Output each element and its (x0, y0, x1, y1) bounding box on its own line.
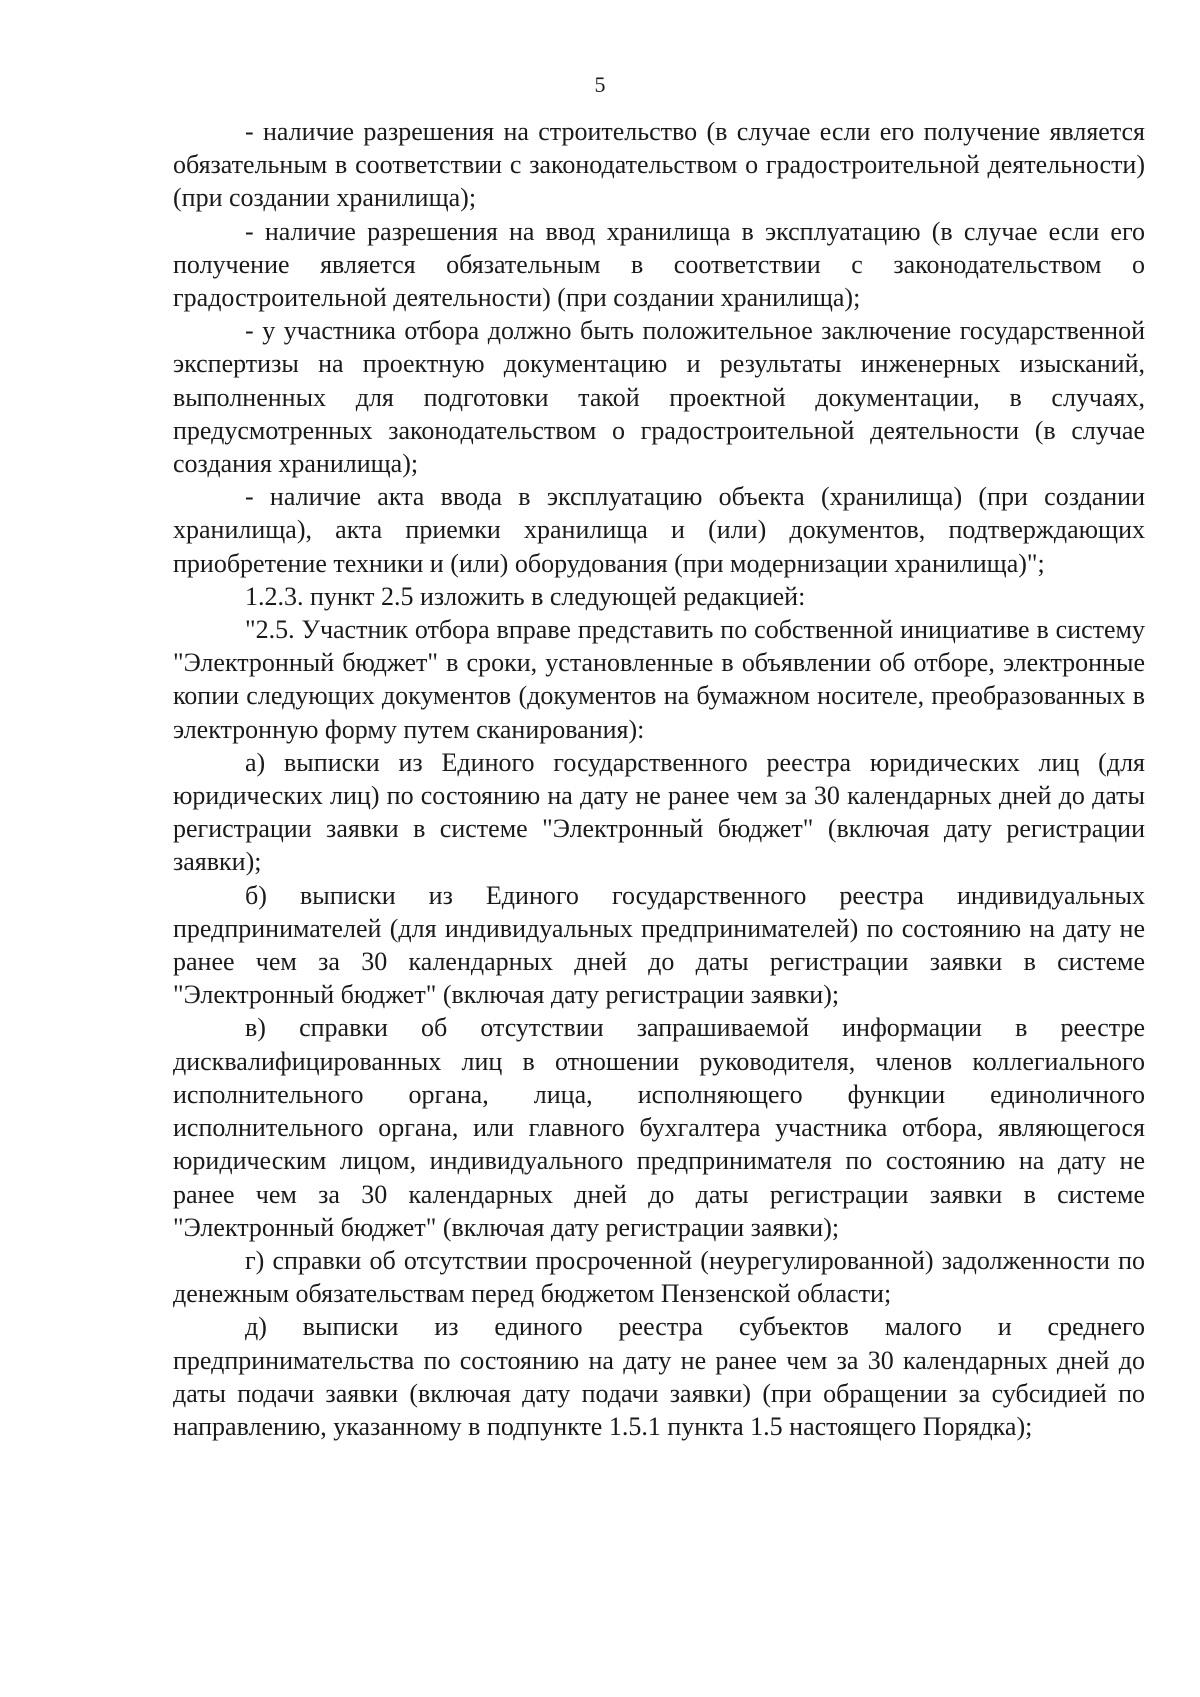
paragraph-item-g: г) справки об отсутствии просроченной (неурегулированной) задолженности по денежным обязательствам перед бюджетом Пензенской области; (173, 1245, 1145, 1309)
page-number: 5 (594, 72, 606, 97)
paragraph-commissioning-permit: - наличие разрешения на ввод хранилища в эксплуатацию (в случае если его получение является обязательным в соответствии с законодательством о градостроительной деятельности) (при создании хранилища); (173, 216, 1145, 313)
paragraph-building-permit: - наличие разрешения на строительство (в случае если его получение является обязательным в соответствии с законодательством о градостроительной деятельности) (при создании хранилища); (173, 117, 1145, 213)
paragraph-commissioning-act: - наличие акта ввода в эксплуатацию объекта (хранилища) (при создании хранилища), акта приемки хранилища и (или) документов, подтверждающих приобретение техники и (или) оборудования (при модернизации хранилища)"; (173, 482, 1145, 578)
paragraph-item-a: а) выписки из Единого государственного реестра юридических лиц (для юридических лиц) по состоянию на дату не ранее чем за 30 календарных дней до даты регистрации заявки в системе "Электронный бюджет" (включая дату регистрации заявки); (173, 747, 1145, 877)
paragraph-state-expertise: - у участника отбора должно быть положительное заключение государственной экспертизы на проектную документацию и результаты инженерных изысканий, выполненных для подготовки такой проектной документации, в случаях, предусмотренных законодательством о градостроительной деятельности (в случае создания хранилища); (173, 316, 1145, 479)
paragraph-amendment-1-2-3: 1.2.3. пункт 2.5 изложить в следующей редакцией: (245, 581, 806, 611)
paragraph-item-b: б) выписки из Единого государственного реестра индивидуальных предпринимателей (для индивидуальных предпринимателей) по состоянию на дату не ранее чем за 30 календарных дней до даты регистрации заявки в системе "Электронный бюджет" (включая дату регистрации заявки); (173, 880, 1145, 1010)
paragraph-item-v: в) справки об отсутствии запрашиваемой информации в реестре дисквалифицированных лиц в отношении руководителя, членов коллегиального исполнительного органа, лица, исполняющего функции единоличного исполнительного органа, или главного бухгалтера участника отбора, являющегося юридическим лицом, индивидуального предпринимателя по состоянию на дату не ранее чем за 30 календарных дней до даты регистрации заявки в системе "Электронный бюджет" (включая дату регистрации заявки); (173, 1013, 1145, 1242)
paragraph-clause-2-5: "2.5. Участник отбора вправе представить по собственной инициативе в систему "Электронный бюджет" в сроки, установленные в объявлении об отборе, электронные копии следующих документов (документов на бумажном носителе, преобразованных в электронную форму путем сканирования): (173, 615, 1145, 744)
paragraph-item-d: д) выписки из единого реестра субъектов малого и среднего предпринимательства по состоянию на дату не ранее чем за 30 календарных дней до даты подачи заявки (включая дату подачи заявки) (при обращении за субсидией по направлению, указанному в подпункте 1.5.1 пункта 1.5 настоящего Порядка); (173, 1312, 1145, 1441)
document-body (173, 115, 1145, 1443)
